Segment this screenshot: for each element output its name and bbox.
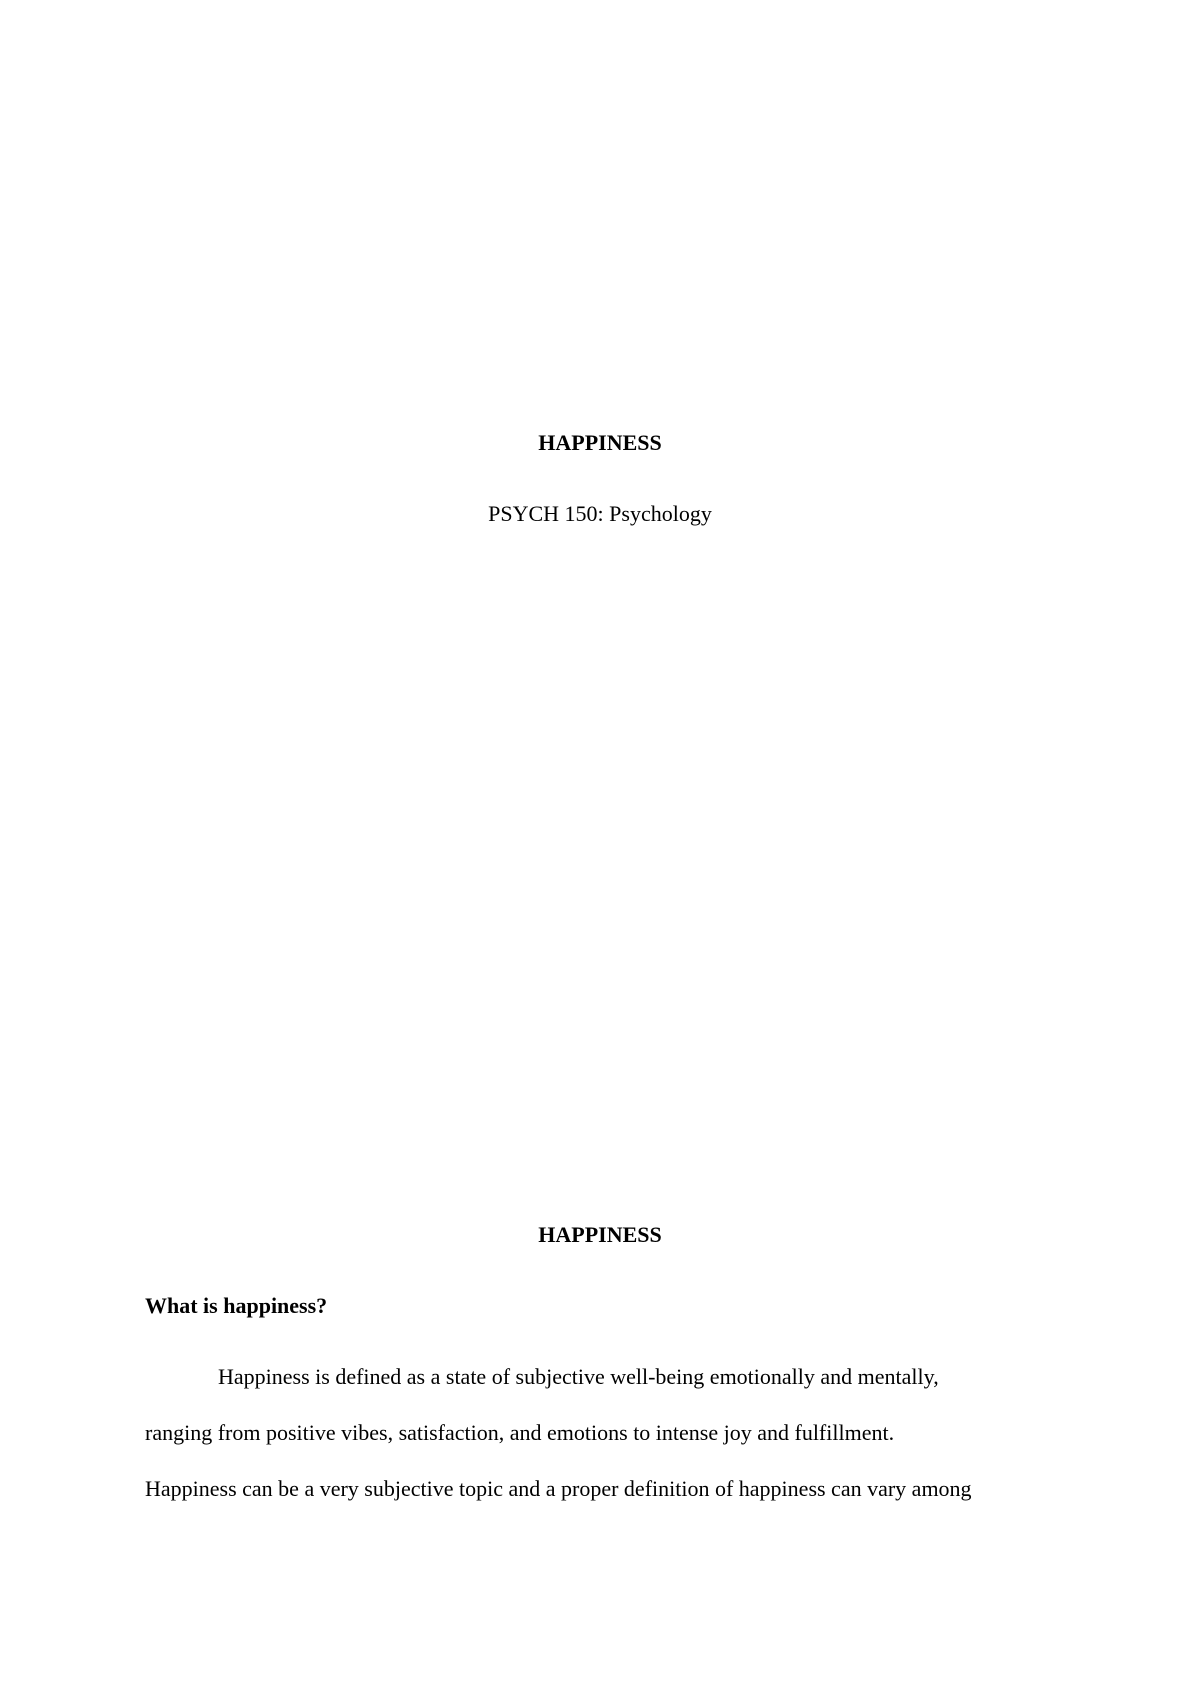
cover-title: HAPPINESS (538, 430, 662, 455)
paragraph-line: Happiness can be a very subjective topic and a proper definition of happiness can vary among (145, 1476, 972, 1501)
paragraph-line: ranging from positive vibes, satisfaction, and emotions to intense joy and fulfillment. (145, 1420, 895, 1445)
page-title: HAPPINESS (538, 1222, 662, 1247)
paragraph-line: Happiness is defined as a state of subjective well-being emotionally and mentally, (218, 1364, 939, 1389)
course-line: PSYCH 150: Psychology (488, 501, 712, 526)
section-heading: What is happiness? (145, 1293, 328, 1318)
